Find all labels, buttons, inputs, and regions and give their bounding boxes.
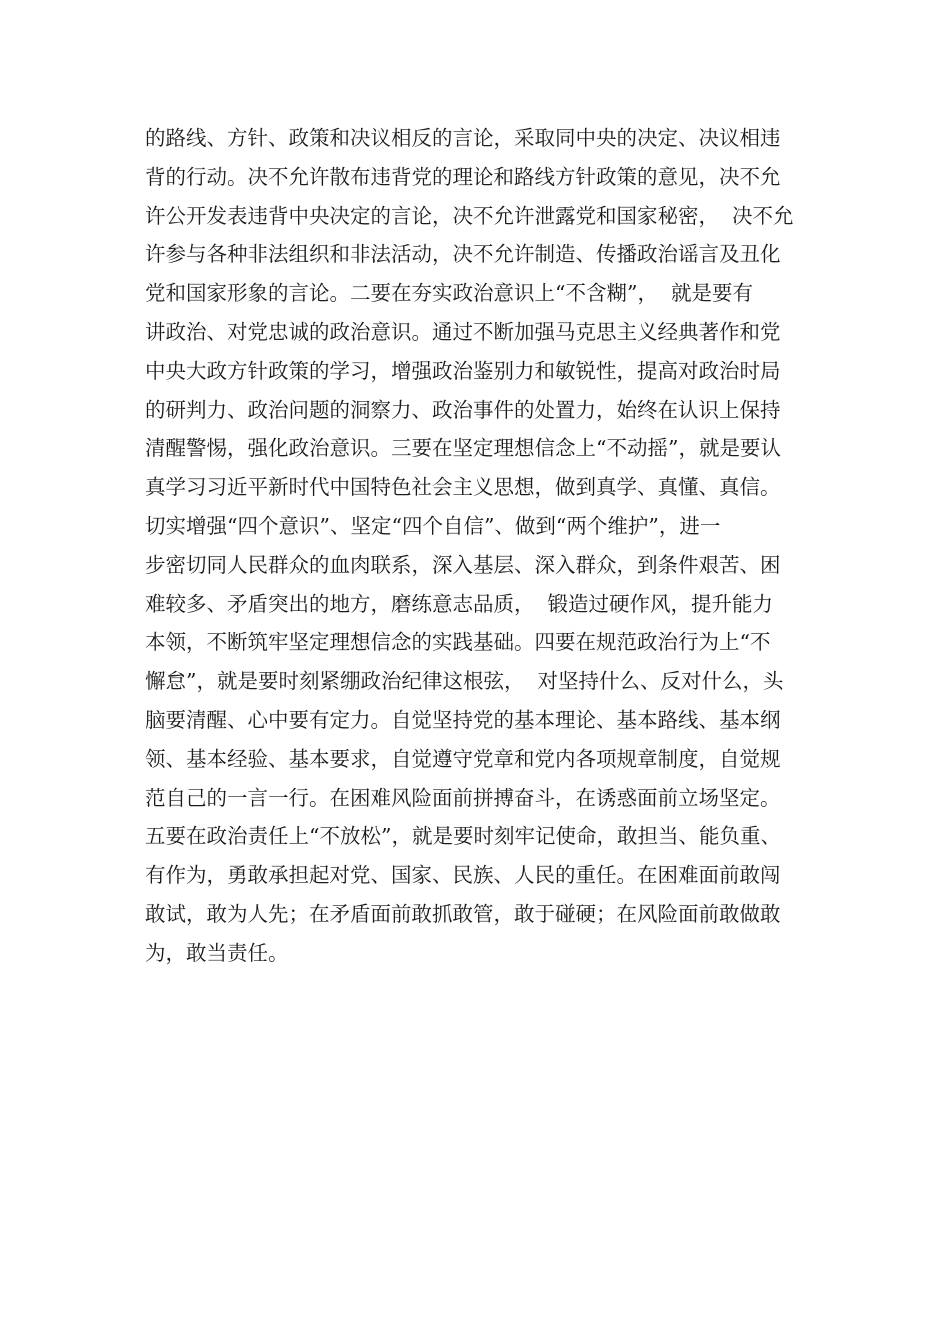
text-line: 五要在政治责任上“不放松”，就是要时刻牢记使命，敢担当、能负重、	[145, 824, 781, 849]
text-line: 本领，不断筑牢坚定理想信念的实践基础。四要在规范政治行为上“不	[145, 630, 771, 655]
text-line: 讲政治、对党忠诚的政治意识。通过不断加强马克思主义经典著作和党	[145, 319, 781, 344]
text-line: 的路线、方针、政策和决议相反的言论，采取同中央的决定、决议相违	[145, 126, 781, 150]
text-line: 步密切同人民群众的血肉联系，深入基层、深入群众，到条件艰苦、困	[145, 552, 781, 577]
text-line: 敢试，敢为人先；在矛盾面前敢抓敢管，敢于碰硬；在风险面前敢做敢	[145, 901, 781, 926]
text-line: 许参与各种非法组织和非法活动，决不允许制造、传播政治谣言及丑化	[145, 242, 781, 267]
text-line: 真学习习近平新时代中国特色社会主义思想，做到真学、真懂、真信。	[145, 475, 781, 500]
text-line: 清醒警惕，强化政治意识。三要在坚定理想信念上“不动摇”，就是要认	[145, 436, 781, 461]
text-line: 为，敢当责任。	[145, 940, 289, 965]
text-line: 背的行动。决不允许散布违背党的理论和路线方针政策的意见，决不允	[145, 164, 781, 189]
text-line: 领、基本经验、基本要求，自觉遵守党章和党内各项规章制度，自觉规	[145, 746, 781, 771]
text-line: 难较多、矛盾突出的地方，磨练意志品质， 锻造过硬作风，提升能力	[145, 591, 774, 616]
text-line: 中央大政方针政策的学习，增强政治鉴别力和敏锐性，提高对政治时局	[145, 358, 781, 383]
text-line: 懈怠”，就是要时刻紧绷政治纪律这根弦， 对坚持什么、反对什么，头	[145, 669, 784, 694]
text-line: 许公开发表违背中央决定的言论，决不允许泄露党和国家秘密， 决不允	[145, 203, 794, 228]
text-line: 的研判力、政治问题的洞察力、政治事件的处置力，始终在认识上保持	[145, 397, 781, 422]
text-line: 脑要清醒、心中要有定力。自觉坚持党的基本理论、基本路线、基本纲	[145, 707, 781, 732]
body-paragraph	[145, 119, 825, 973]
text-line: 切实增强“四个意识”、坚定“四个自信”、做到“两个维护”，进一	[145, 513, 721, 538]
text-line: 党和国家形象的言论。二要在夯实政治意识上“不含糊”， 就是要有	[145, 281, 753, 306]
text-line: 范自己的一言一行。在困难风险面前拼搏奋斗，在诱惑面前立场坚定。	[145, 785, 781, 810]
text-line: 有作为，勇敢承担起对党、国家、民族、人民的重任。在困难面前敢闯	[145, 863, 781, 888]
